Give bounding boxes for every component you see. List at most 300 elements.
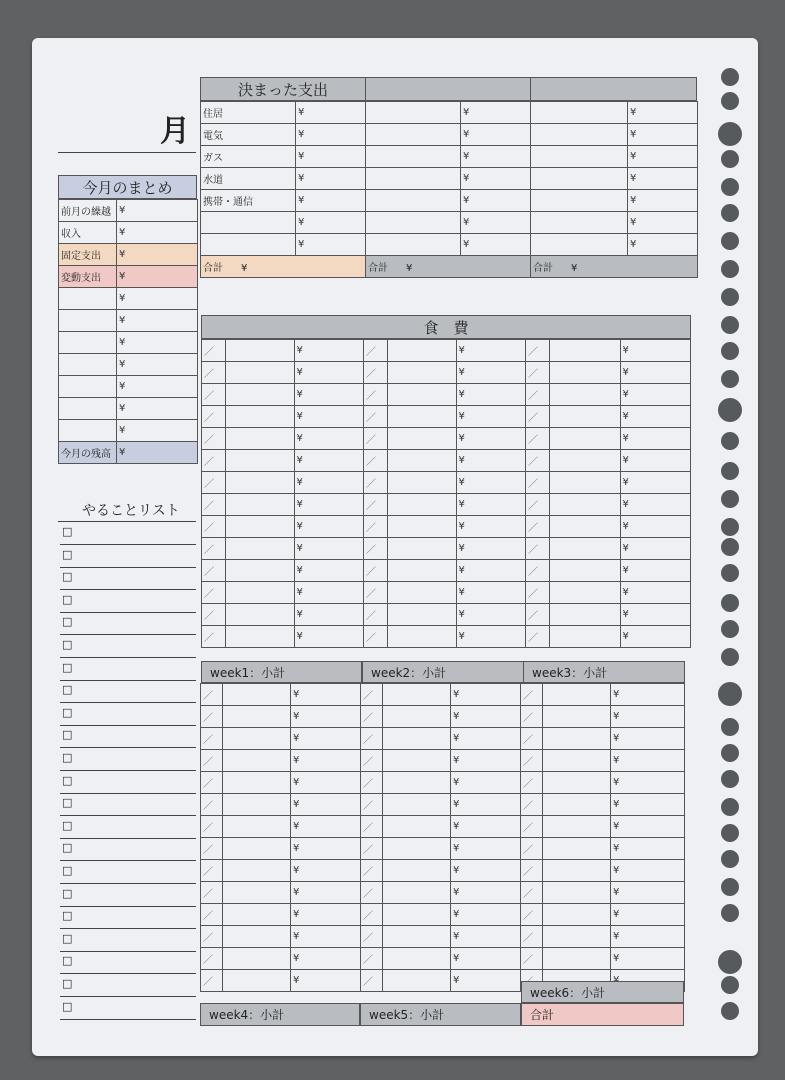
food-yen: ¥ [620, 472, 691, 494]
food-date: ／ [202, 340, 226, 362]
food-date: ／ [363, 450, 387, 472]
food-yen: ¥ [611, 728, 685, 750]
food-date: ／ [363, 626, 387, 648]
food-date: ／ [201, 838, 223, 860]
checkbox-icon: □ [62, 864, 73, 877]
food-date: ／ [521, 706, 543, 728]
food-yen: ¥ [451, 794, 521, 816]
food-item [550, 450, 620, 472]
food-date: ／ [201, 684, 223, 706]
checkbox-icon: □ [62, 683, 73, 697]
food-row [202, 516, 691, 538]
food-row [202, 582, 691, 604]
food-yen: ¥ [456, 340, 525, 362]
food-date: ／ [525, 582, 549, 604]
food-date: ／ [201, 882, 223, 904]
food-date: ／ [361, 684, 383, 706]
food-yen: ¥ [291, 684, 361, 706]
food-yen: ¥ [291, 816, 361, 838]
food-item [550, 384, 620, 406]
food-yen: ¥ [294, 384, 363, 406]
food-row [202, 494, 691, 516]
todo-item [60, 997, 196, 1020]
binder-hole [721, 150, 739, 168]
food-date: ／ [363, 538, 387, 560]
binder-hole [721, 718, 739, 736]
summary-value: ¥ [117, 354, 198, 376]
food-item [383, 948, 451, 970]
food-item [550, 560, 620, 582]
fixed-yen: ¥ [296, 124, 366, 146]
todo-item [60, 612, 196, 635]
fixed-label [366, 102, 461, 124]
summary-label [59, 354, 117, 376]
food-item [550, 472, 620, 494]
checkbox-icon: □ [62, 796, 73, 810]
food-row [201, 684, 685, 706]
food-item [226, 516, 294, 538]
food-yen: ¥ [451, 750, 521, 772]
checkbox-icon: □ [62, 886, 73, 900]
food-date: ／ [363, 384, 387, 406]
fixed-label [201, 212, 296, 234]
food-yen: ¥ [611, 926, 685, 948]
todo-item [60, 771, 196, 794]
food-item [550, 428, 620, 450]
food-date: ／ [525, 604, 549, 626]
binder-hole [718, 950, 742, 974]
food-yen: ¥ [294, 450, 363, 472]
food-item [388, 384, 456, 406]
summary-label: 収入 [59, 222, 117, 244]
todo-item [60, 816, 196, 839]
food-item [226, 450, 294, 472]
food-yen: ¥ [294, 626, 363, 648]
food-yen: ¥ [620, 406, 691, 428]
food-yen: ¥ [620, 604, 691, 626]
food-item [388, 626, 456, 648]
food-yen: ¥ [611, 794, 685, 816]
food-date: ／ [525, 428, 549, 450]
food-item [383, 926, 451, 948]
food-item [388, 450, 456, 472]
food-item [543, 684, 611, 706]
food-date: ／ [363, 362, 387, 384]
todo-item [60, 635, 196, 658]
food-yen: ¥ [291, 750, 361, 772]
food-yen: ¥ [451, 970, 521, 992]
summary-value: ¥ [117, 376, 198, 398]
food-item [543, 948, 611, 970]
food-item [550, 406, 620, 428]
binder-hole [721, 204, 739, 222]
todo-item [60, 545, 196, 568]
summary-label [59, 420, 117, 442]
binder-hole [718, 682, 742, 706]
checkbox-icon: □ [62, 954, 73, 968]
binder-hole [721, 288, 739, 306]
food-item [383, 750, 451, 772]
food-row [201, 750, 685, 772]
food-date: ／ [521, 882, 543, 904]
fixed-yen: ¥ [296, 234, 366, 256]
binder-hole [721, 878, 739, 896]
binder-hole [721, 178, 739, 196]
fixed-yen: ¥ [628, 102, 698, 124]
checkbox-icon: □ [62, 615, 73, 629]
checkbox-icon: □ [62, 841, 73, 855]
food-yen: ¥ [456, 582, 525, 604]
summary-label [59, 288, 117, 310]
food-item [543, 728, 611, 750]
food-yen: ¥ [294, 538, 363, 560]
food-item [550, 626, 620, 648]
food-item [383, 728, 451, 750]
binder-hole [721, 904, 739, 922]
fixed-row [201, 190, 698, 212]
food-yen: ¥ [291, 728, 361, 750]
food-yen: ¥ [620, 340, 691, 362]
food-row [202, 384, 691, 406]
binder-hole [721, 92, 739, 110]
food-row [201, 882, 685, 904]
food-yen: ¥ [611, 904, 685, 926]
balance-label: 今月の残高 [59, 442, 117, 464]
food-date: ／ [201, 860, 223, 882]
summary-row [59, 222, 198, 244]
food-date: ／ [201, 728, 223, 750]
checkbox-icon: □ [62, 999, 73, 1013]
food-item [226, 560, 294, 582]
binder-hole [721, 824, 739, 842]
food-item [383, 772, 451, 794]
food-date: ／ [521, 904, 543, 926]
food-item [223, 970, 291, 992]
fixed-yen: ¥ [296, 168, 366, 190]
summary-row [59, 332, 198, 354]
food-date: ／ [361, 706, 383, 728]
food-item [550, 604, 620, 626]
week-subtotal: week1：小計 [201, 661, 362, 683]
summary-row [59, 420, 198, 442]
checkbox-icon: □ [62, 931, 73, 945]
food-yen: ¥ [620, 362, 691, 384]
food-yen: ¥ [620, 428, 691, 450]
checkbox-icon: □ [62, 660, 73, 674]
fixed-total-row [201, 256, 698, 278]
food-yen: ¥ [456, 450, 525, 472]
fixed-title: 決まった支出 [200, 77, 366, 101]
binder-hole [721, 744, 739, 762]
food-date: ／ [361, 728, 383, 750]
summary-title: 今月のまとめ [58, 175, 197, 199]
month-underline [58, 152, 196, 153]
food-item [543, 904, 611, 926]
total-label: 合計 [368, 263, 388, 274]
summary-value: ¥ [117, 200, 198, 222]
food-date: ／ [525, 560, 549, 582]
binder-hole [721, 490, 739, 508]
food-yen: ¥ [456, 560, 525, 582]
binder-hole [721, 564, 739, 582]
food-date: ／ [525, 538, 549, 560]
fixed-total [531, 256, 698, 278]
summary-label [59, 310, 117, 332]
food-yen: ¥ [294, 472, 363, 494]
checkbox-icon: □ [62, 592, 73, 606]
food-yen: ¥ [291, 882, 361, 904]
food-yen: ¥ [291, 948, 361, 970]
fixed-row [201, 234, 698, 256]
food-item [223, 948, 291, 970]
checkbox-icon: □ [62, 773, 73, 787]
food-yen: ¥ [620, 384, 691, 406]
food-item [226, 472, 294, 494]
food-yen: ¥ [294, 406, 363, 428]
fixed-header-2 [365, 77, 531, 101]
food-date: ／ [525, 626, 549, 648]
food-yen: ¥ [611, 838, 685, 860]
total-yen: ¥ [241, 263, 248, 274]
summary-label [59, 332, 117, 354]
summary-row [59, 354, 198, 376]
summary-row [59, 398, 198, 420]
food-row [202, 538, 691, 560]
food-table-week1-3 [201, 339, 691, 648]
binder-hole [721, 462, 739, 480]
food-item [383, 970, 451, 992]
food-yen: ¥ [611, 684, 685, 706]
food-date: ／ [361, 750, 383, 772]
food-date: ／ [202, 406, 226, 428]
week-subtotal: week4：小計 [200, 1003, 360, 1026]
food-item [383, 684, 451, 706]
todo-item [60, 884, 196, 907]
fixed-row [201, 212, 698, 234]
food-yen: ¥ [456, 384, 525, 406]
food-date: ／ [363, 582, 387, 604]
food-item [543, 816, 611, 838]
fixed-yen: ¥ [628, 234, 698, 256]
food-yen: ¥ [291, 772, 361, 794]
food-yen: ¥ [451, 882, 521, 904]
binder-hole [721, 538, 739, 556]
fixed-yen: ¥ [628, 168, 698, 190]
binder-hole [721, 1002, 739, 1020]
food-date: ／ [202, 362, 226, 384]
food-date: ／ [521, 728, 543, 750]
food-date: ／ [201, 970, 223, 992]
food-item [388, 428, 456, 450]
food-yen: ¥ [291, 860, 361, 882]
food-date: ／ [202, 560, 226, 582]
food-date: ／ [202, 516, 226, 538]
fixed-label [366, 124, 461, 146]
food-yen: ¥ [620, 626, 691, 648]
food-item [550, 538, 620, 560]
food-item [543, 926, 611, 948]
food-date: ／ [202, 428, 226, 450]
fixed-label [531, 190, 628, 212]
checkbox-icon: □ [62, 547, 73, 561]
food-row [202, 362, 691, 384]
todo-title: やることリスト [82, 503, 180, 519]
food-date: ／ [201, 904, 223, 926]
food-yen: ¥ [451, 838, 521, 860]
fixed-yen: ¥ [296, 190, 366, 212]
fixed-row [201, 124, 698, 146]
fixed-yen: ¥ [296, 146, 366, 168]
food-date: ／ [361, 838, 383, 860]
food-date: ／ [363, 516, 387, 538]
food-yen: ¥ [456, 494, 525, 516]
food-yen: ¥ [451, 816, 521, 838]
food-yen: ¥ [294, 604, 363, 626]
food-date: ／ [525, 472, 549, 494]
week-subtotal: week6：小計 [521, 981, 684, 1003]
food-item [223, 750, 291, 772]
week-subtotal: week3：小計 [523, 661, 685, 683]
food-item [550, 582, 620, 604]
checkbox-icon: □ [62, 570, 73, 584]
month-label: 月 [160, 114, 190, 149]
food-yen: ¥ [451, 684, 521, 706]
todo-item [60, 658, 196, 681]
food-yen: ¥ [456, 406, 525, 428]
summary-value: ¥ [117, 222, 198, 244]
food-row [201, 926, 685, 948]
summary-row [59, 310, 198, 332]
food-date: ／ [361, 904, 383, 926]
food-item [226, 626, 294, 648]
food-date: ／ [361, 882, 383, 904]
food-yen: ¥ [611, 750, 685, 772]
checkbox-icon: □ [62, 638, 73, 651]
food-date: ／ [525, 494, 549, 516]
food-item [383, 904, 451, 926]
food-item [543, 838, 611, 860]
food-date: ／ [363, 604, 387, 626]
summary-value: ¥ [117, 266, 198, 288]
food-yen: ¥ [294, 340, 363, 362]
checkbox-icon: □ [62, 728, 73, 742]
food-yen: ¥ [456, 472, 525, 494]
summary-row [59, 244, 198, 266]
binder-hole [721, 770, 739, 788]
fixed-label [366, 212, 461, 234]
food-yen: ¥ [456, 538, 525, 560]
food-item [383, 838, 451, 860]
food-date: ／ [521, 794, 543, 816]
food-yen: ¥ [451, 728, 521, 750]
summary-value: ¥ [117, 244, 198, 266]
food-row [202, 406, 691, 428]
food-item [550, 516, 620, 538]
summary-label: 固定支出 [59, 244, 117, 266]
food-item [383, 794, 451, 816]
food-item [388, 494, 456, 516]
grand-total: 合計 [521, 1003, 684, 1026]
fixed-row [201, 168, 698, 190]
food-date: ／ [201, 926, 223, 948]
fixed-yen: ¥ [628, 146, 698, 168]
food-yen: ¥ [451, 706, 521, 728]
food-yen: ¥ [291, 706, 361, 728]
food-yen: ¥ [611, 860, 685, 882]
binder-hole [721, 316, 739, 334]
food-yen: ¥ [451, 904, 521, 926]
food-yen: ¥ [294, 516, 363, 538]
food-yen: ¥ [611, 772, 685, 794]
binder-hole [721, 976, 739, 994]
food-row [201, 904, 685, 926]
food-item [383, 816, 451, 838]
food-date: ／ [525, 516, 549, 538]
food-item [226, 406, 294, 428]
food-date: ／ [363, 494, 387, 516]
todo-item [60, 567, 196, 590]
food-item [388, 472, 456, 494]
checkbox-icon: □ [62, 909, 73, 923]
food-yen: ¥ [451, 860, 521, 882]
todo-item [60, 680, 196, 703]
week-subtotal: week2：小計 [362, 661, 524, 683]
balance-row [59, 442, 198, 464]
food-item [226, 604, 294, 626]
food-date: ／ [525, 406, 549, 428]
food-yen: ¥ [291, 838, 361, 860]
binder-hole [718, 122, 742, 146]
food-date: ／ [361, 970, 383, 992]
summary-value: ¥ [117, 332, 198, 354]
fixed-total [201, 256, 366, 278]
total-label: 合計 [533, 263, 553, 274]
food-item [543, 860, 611, 882]
fixed-yen: ¥ [461, 102, 531, 124]
fixed-label: 住居 [201, 102, 296, 124]
food-item [223, 706, 291, 728]
binder-hole [721, 620, 739, 638]
summary-table [58, 199, 198, 464]
food-date: ／ [361, 816, 383, 838]
food-yen: ¥ [291, 904, 361, 926]
fixed-label [366, 190, 461, 212]
binder-hole [721, 798, 739, 816]
food-date: ／ [525, 362, 549, 384]
food-row [201, 816, 685, 838]
food-yen: ¥ [294, 494, 363, 516]
summary-label: 変動支出 [59, 266, 117, 288]
summary-label [59, 398, 117, 420]
todo-item [60, 725, 196, 748]
binder-hole [721, 518, 739, 536]
food-item [550, 494, 620, 516]
food-yen: ¥ [620, 494, 691, 516]
food-row [201, 706, 685, 728]
summary-value: ¥ [117, 398, 198, 420]
food-date: ／ [201, 772, 223, 794]
fixed-yen: ¥ [461, 190, 531, 212]
fixed-yen: ¥ [628, 124, 698, 146]
food-date: ／ [363, 406, 387, 428]
fixed-yen: ¥ [628, 190, 698, 212]
summary-row [59, 266, 198, 288]
food-date: ／ [363, 428, 387, 450]
binder-hole [721, 432, 739, 450]
total-yen: ¥ [406, 263, 413, 274]
food-item [223, 684, 291, 706]
food-yen: ¥ [456, 516, 525, 538]
